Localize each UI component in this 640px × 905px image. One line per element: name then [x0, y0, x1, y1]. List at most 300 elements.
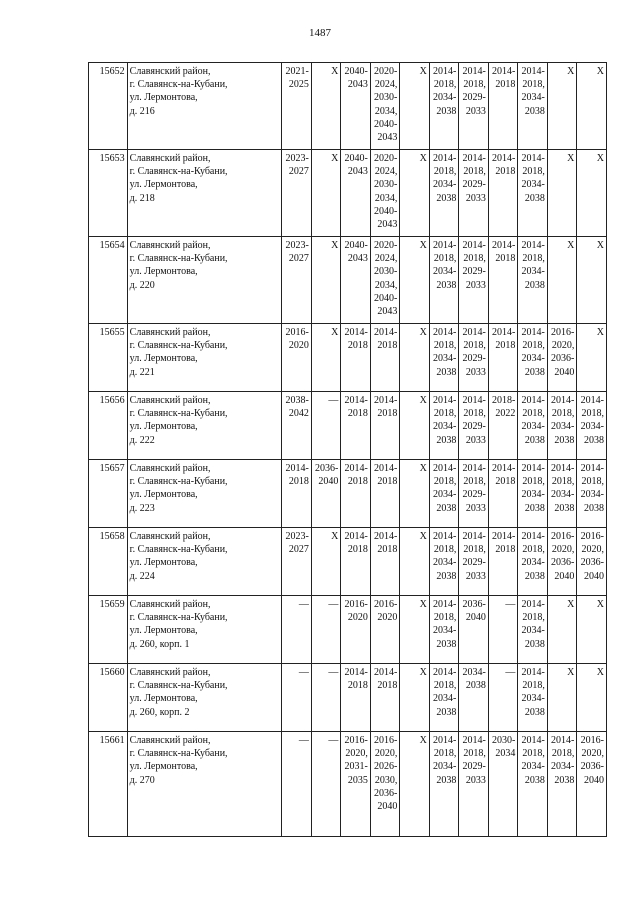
- period-line: 2038: [584, 502, 604, 514]
- address-line: д. 223: [129, 502, 155, 514]
- address-line: Славянский район,: [129, 667, 211, 678]
- period-line: 2020,: [345, 748, 368, 760]
- period-line: 2043: [377, 306, 398, 318]
- address-line: г. Славянск-на-Кубани,: [129, 544, 228, 556]
- period-line: 2020-: [374, 66, 398, 77]
- period-cell: [311, 392, 341, 460]
- period-cell: [400, 460, 430, 528]
- period-line: 2038: [524, 502, 545, 514]
- address-line: д. 260, корп. 2: [129, 706, 190, 718]
- period-line: 2034-: [433, 266, 457, 278]
- address-line: ул. Лермонтова,: [129, 421, 198, 433]
- period-line: 2020,: [374, 748, 398, 760]
- period-line: 2014-: [492, 66, 516, 77]
- period-line: 2018,: [463, 166, 486, 178]
- period-cell: [488, 63, 518, 150]
- address-line: Славянский район,: [129, 463, 211, 474]
- period-cell: [518, 237, 548, 324]
- period-cell: [459, 460, 489, 528]
- period-line: X: [419, 66, 427, 77]
- period-line: 2040-: [344, 240, 368, 251]
- period-line: 2014-: [521, 531, 545, 542]
- address-line: г. Славянск-на-Кубани,: [129, 680, 228, 692]
- period-line: 2021-: [285, 66, 309, 77]
- table-row: [89, 732, 607, 837]
- period-line: 2014-: [492, 531, 516, 542]
- period-line: 2016-: [580, 735, 604, 746]
- period-line: 2018: [377, 680, 398, 692]
- address-cell: [127, 324, 282, 392]
- period-line: 2014-: [492, 463, 516, 474]
- row-id: 15654: [89, 237, 128, 324]
- address-line: ул. Лермонтова,: [129, 625, 198, 637]
- address-line: ул. Лермонтова,: [129, 557, 198, 569]
- period-line: 2038: [436, 279, 457, 291]
- period-line: 2024,: [374, 253, 398, 265]
- period-line: 2018,: [581, 408, 604, 420]
- address-line: Славянский район,: [129, 531, 211, 542]
- period-cell: [311, 150, 341, 237]
- period-line: 2018: [377, 476, 398, 488]
- address-cell: [127, 460, 282, 528]
- period-line: 2023-: [285, 153, 309, 164]
- period-cell: [429, 596, 459, 664]
- address-cell: [127, 150, 282, 237]
- period-line: X: [596, 599, 604, 610]
- period-line: 2043: [347, 253, 368, 265]
- period-cell: [429, 664, 459, 732]
- period-line: 2018,: [433, 544, 457, 556]
- address-line: Славянский район,: [129, 66, 211, 77]
- period-line: 2038: [584, 434, 604, 446]
- period-line: 2040: [584, 570, 604, 582]
- period-line: 2038: [436, 366, 457, 378]
- period-cell: [429, 528, 459, 596]
- address-cell: [127, 237, 282, 324]
- period-line: 2042: [288, 408, 309, 420]
- period-line: 2018: [495, 253, 516, 265]
- period-cell: [311, 63, 341, 150]
- row-id: 15655: [89, 324, 128, 392]
- period-line: X: [596, 153, 604, 164]
- period-line: 2038: [436, 570, 457, 582]
- period-line: X: [567, 240, 575, 251]
- period-line: 2016-: [374, 735, 398, 746]
- period-cell: [459, 596, 489, 664]
- period-cell: [400, 732, 430, 837]
- period-line: 2014-: [374, 667, 398, 678]
- period-line: 2018,: [522, 476, 545, 488]
- period-cell: [547, 460, 577, 528]
- period-cell: [400, 528, 430, 596]
- period-line: X: [419, 395, 427, 406]
- period-cell: [518, 392, 548, 460]
- period-line: 2018,: [433, 612, 457, 624]
- period-cell: [488, 664, 518, 732]
- row-id: 15658: [89, 528, 128, 596]
- period-line: 2034-: [462, 667, 486, 678]
- period-cell: [311, 324, 341, 392]
- period-line: 2027: [288, 166, 309, 178]
- period-cell: [429, 324, 459, 392]
- period-line: 2018,: [463, 748, 486, 760]
- period-line: 2018: [288, 476, 309, 488]
- period-line: 2018,: [463, 253, 486, 265]
- period-line: —: [328, 667, 339, 678]
- period-cell: [577, 63, 607, 150]
- row-id: 15657: [89, 460, 128, 528]
- period-line: 2033: [465, 570, 486, 582]
- period-line: 2038: [554, 774, 575, 786]
- period-line: 2024,: [374, 79, 398, 91]
- period-line: 2018: [347, 544, 368, 556]
- period-line: 2014-: [462, 327, 486, 338]
- period-line: 2018,: [433, 748, 457, 760]
- period-cell: [577, 324, 607, 392]
- period-cell: [547, 324, 577, 392]
- period-cell: [370, 664, 400, 732]
- period-line: 2018,: [463, 408, 486, 420]
- period-cell: [429, 237, 459, 324]
- table-row: [89, 664, 607, 732]
- period-line: 2018,: [463, 79, 486, 91]
- period-line: 2020,: [551, 340, 575, 352]
- period-line: 2018,: [433, 476, 457, 488]
- period-cell: [400, 392, 430, 460]
- period-cell: [459, 324, 489, 392]
- period-line: 2014-: [462, 531, 486, 542]
- period-line: 2029-: [462, 489, 486, 501]
- period-cell: [459, 664, 489, 732]
- period-line: 2038: [436, 706, 457, 718]
- period-cell: [341, 63, 371, 150]
- period-line: X: [419, 531, 427, 542]
- period-cell: [577, 664, 607, 732]
- period-cell: [547, 664, 577, 732]
- period-line: 2014-: [344, 531, 368, 542]
- period-cell: [282, 664, 312, 732]
- period-line: 2014-: [433, 395, 457, 406]
- period-line: 2014-: [551, 735, 575, 746]
- period-line: 2034-: [521, 761, 545, 773]
- period-line: 2014-: [521, 240, 545, 251]
- period-line: 2018,: [522, 748, 545, 760]
- address-line: Славянский район,: [129, 599, 211, 610]
- address-cell: [127, 596, 282, 664]
- period-cell: [400, 237, 430, 324]
- period-line: 2040-: [374, 118, 398, 130]
- period-line: X: [331, 153, 339, 164]
- address-cell: [127, 392, 282, 460]
- period-line: 2018: [377, 408, 398, 420]
- address-line: Славянский район,: [129, 327, 211, 338]
- period-line: 2020-: [374, 153, 398, 164]
- period-cell: [547, 596, 577, 664]
- period-line: 2024,: [374, 166, 398, 178]
- period-cell: [488, 150, 518, 237]
- period-line: 2038: [524, 434, 545, 446]
- period-line: —: [328, 395, 339, 406]
- period-line: —: [328, 599, 339, 610]
- period-cell: [459, 528, 489, 596]
- period-line: 2038: [465, 680, 486, 692]
- period-line: 2020,: [581, 748, 604, 760]
- period-line: 2027: [288, 544, 309, 556]
- period-line: 2029-: [462, 179, 486, 191]
- period-cell: [370, 596, 400, 664]
- period-line: 2020: [288, 340, 309, 352]
- period-line: 2014-: [374, 463, 398, 474]
- period-cell: [341, 528, 371, 596]
- period-line: 2014-: [433, 735, 457, 746]
- address-line: г. Славянск-на-Кубани,: [129, 408, 228, 420]
- registry-table: [88, 62, 607, 837]
- period-cell: [459, 150, 489, 237]
- address-cell: [127, 732, 282, 837]
- period-line: 2014-: [285, 463, 309, 474]
- period-line: X: [596, 327, 604, 338]
- period-line: 2030,: [374, 774, 398, 786]
- period-cell: [518, 528, 548, 596]
- row-id: 15652: [89, 63, 128, 150]
- period-line: 2014-: [433, 240, 457, 251]
- address-line: ул. Лермонтова,: [129, 489, 198, 501]
- period-line: 2018,: [551, 408, 575, 420]
- period-line: 2034-: [433, 625, 457, 637]
- period-cell: [488, 392, 518, 460]
- period-cell: [370, 732, 400, 837]
- address-line: д. 224: [129, 570, 155, 582]
- row-id: 15656: [89, 392, 128, 460]
- period-line: 2034-: [521, 266, 545, 278]
- period-line: 2033: [465, 502, 486, 514]
- period-cell: [459, 392, 489, 460]
- period-line: 2014-: [492, 327, 516, 338]
- period-line: 2018,: [433, 408, 457, 420]
- period-line: 2018-: [492, 395, 516, 406]
- period-line: 2014-: [492, 240, 516, 251]
- period-line: 2034-: [433, 353, 457, 365]
- period-line: X: [331, 240, 339, 251]
- period-cell: [282, 150, 312, 237]
- period-line: 2020-: [374, 240, 398, 251]
- period-cell: [341, 392, 371, 460]
- period-line: 2034-: [433, 179, 457, 191]
- period-cell: [282, 324, 312, 392]
- period-line: 2033: [465, 192, 486, 204]
- period-line: 2014-: [462, 735, 486, 746]
- address-line: г. Славянск-на-Кубани,: [129, 612, 228, 624]
- period-line: 2014-: [521, 667, 545, 678]
- table-row: [89, 460, 607, 528]
- period-cell: [400, 324, 430, 392]
- period-line: 2033: [465, 366, 486, 378]
- period-line: 2018,: [522, 544, 545, 556]
- period-line: 2018,: [433, 79, 457, 91]
- address-line: г. Славянск-на-Кубани,: [129, 340, 228, 352]
- period-line: 2038: [436, 774, 457, 786]
- period-line: 2034-: [521, 421, 545, 433]
- period-line: 2014-: [374, 327, 398, 338]
- period-line: 2018: [495, 544, 516, 556]
- period-line: 2025: [288, 79, 309, 91]
- period-line: 2018: [377, 340, 398, 352]
- period-cell: [370, 392, 400, 460]
- period-line: 2040-: [344, 66, 368, 77]
- period-line: 2043: [347, 79, 368, 91]
- period-line: 2014-: [433, 667, 457, 678]
- period-line: X: [567, 667, 575, 678]
- period-line: 2034: [495, 748, 516, 760]
- period-cell: [341, 596, 371, 664]
- period-line: 2014-: [462, 395, 486, 406]
- period-cell: [370, 528, 400, 596]
- period-cell: [311, 732, 341, 837]
- period-line: 2038: [436, 502, 457, 514]
- period-cell: [341, 460, 371, 528]
- period-cell: [547, 732, 577, 837]
- period-cell: [341, 732, 371, 837]
- period-line: 2016-: [374, 599, 398, 610]
- period-line: 2038: [524, 706, 545, 718]
- row-id: 15661: [89, 732, 128, 837]
- period-line: 2018,: [433, 680, 457, 692]
- period-line: 2038: [436, 638, 457, 650]
- period-line: 2014-: [344, 327, 368, 338]
- period-line: 2034-: [521, 353, 545, 365]
- period-line: 2014-: [521, 395, 545, 406]
- period-line: 2034-: [433, 693, 457, 705]
- period-line: X: [419, 599, 427, 610]
- period-line: 2038: [524, 105, 545, 117]
- period-line: 2030-: [492, 735, 516, 746]
- period-line: 2014-: [580, 463, 604, 474]
- period-line: 2018,: [551, 476, 575, 488]
- address-line: ул. Лермонтова,: [129, 266, 198, 278]
- period-cell: [518, 460, 548, 528]
- period-line: 2033: [465, 105, 486, 117]
- period-line: 2018: [495, 79, 516, 91]
- period-line: 2029-: [462, 421, 486, 433]
- period-line: 2018: [347, 408, 368, 420]
- period-line: 2034-: [521, 625, 545, 637]
- period-line: 2018: [495, 166, 516, 178]
- period-line: 2018,: [433, 253, 457, 265]
- period-cell: [282, 528, 312, 596]
- period-line: 2014-: [521, 153, 545, 164]
- table-row: [89, 324, 607, 392]
- period-cell: [341, 237, 371, 324]
- period-line: 2040-: [344, 153, 368, 164]
- period-line: 2014-: [551, 463, 575, 474]
- address-line: д. 220: [129, 279, 155, 291]
- period-line: 2023-: [285, 531, 309, 542]
- period-cell: [341, 324, 371, 392]
- period-line: 2034,: [374, 192, 398, 204]
- address-line: д. 270: [129, 774, 155, 786]
- period-line: X: [419, 327, 427, 338]
- period-cell: [577, 460, 607, 528]
- table-row: [89, 528, 607, 596]
- address-line: д. 222: [129, 434, 155, 446]
- period-cell: [518, 324, 548, 392]
- period-line: 2014-: [521, 599, 545, 610]
- period-cell: [311, 664, 341, 732]
- period-line: —: [298, 599, 309, 610]
- period-line: 2014-: [492, 153, 516, 164]
- period-line: 2038: [554, 502, 575, 514]
- period-line: 2034-: [551, 489, 575, 501]
- period-line: 2014-: [433, 599, 457, 610]
- period-cell: [577, 596, 607, 664]
- period-cell: [429, 732, 459, 837]
- period-cell: [518, 596, 548, 664]
- period-cell: [370, 150, 400, 237]
- period-line: 2016-: [551, 327, 575, 338]
- period-line: 2029-: [462, 92, 486, 104]
- period-cell: [311, 237, 341, 324]
- period-cell: [577, 732, 607, 837]
- period-line: 2040: [318, 476, 339, 488]
- period-line: 2018,: [463, 476, 486, 488]
- period-cell: [577, 150, 607, 237]
- period-line: 2031-: [344, 761, 368, 773]
- period-line: 2014-: [521, 735, 545, 746]
- address-line: ул. Лермонтова,: [129, 693, 198, 705]
- table-row: [89, 392, 607, 460]
- period-line: X: [596, 66, 604, 77]
- period-line: 2038: [524, 192, 545, 204]
- period-line: 2036-: [462, 599, 486, 610]
- period-line: 2020,: [581, 544, 604, 556]
- period-cell: [488, 237, 518, 324]
- period-line: 2035: [347, 774, 368, 786]
- period-cell: [488, 460, 518, 528]
- row-id: 15653: [89, 150, 128, 237]
- period-line: X: [567, 66, 575, 77]
- period-line: 2016-: [580, 531, 604, 542]
- period-line: 2014-: [374, 531, 398, 542]
- period-cell: [459, 237, 489, 324]
- period-line: 2014-: [462, 240, 486, 251]
- page-number: 1487: [309, 27, 331, 39]
- table-body: [89, 63, 607, 837]
- address-line: г. Славянск-на-Кубани,: [129, 166, 228, 178]
- period-cell: [400, 596, 430, 664]
- period-line: 2034-: [433, 92, 457, 104]
- period-line: 2014-: [462, 463, 486, 474]
- address-line: ул. Лермонтова,: [129, 353, 198, 365]
- period-line: 2034-: [551, 761, 575, 773]
- period-cell: [341, 664, 371, 732]
- period-cell: [311, 460, 341, 528]
- period-line: —: [505, 599, 516, 610]
- period-line: 2029-: [462, 761, 486, 773]
- address-line: Славянский район,: [129, 153, 211, 164]
- period-cell: [400, 664, 430, 732]
- period-line: X: [419, 240, 427, 251]
- period-line: X: [567, 153, 575, 164]
- period-line: 2036-: [315, 463, 339, 474]
- period-line: 2038-: [285, 395, 309, 406]
- period-cell: [311, 528, 341, 596]
- period-line: 2023-: [285, 240, 309, 251]
- period-line: X: [419, 667, 427, 678]
- period-cell: [547, 392, 577, 460]
- period-line: 2034-: [521, 179, 545, 191]
- address-line: д. 260, корп. 1: [129, 638, 190, 650]
- period-line: 2018,: [433, 166, 457, 178]
